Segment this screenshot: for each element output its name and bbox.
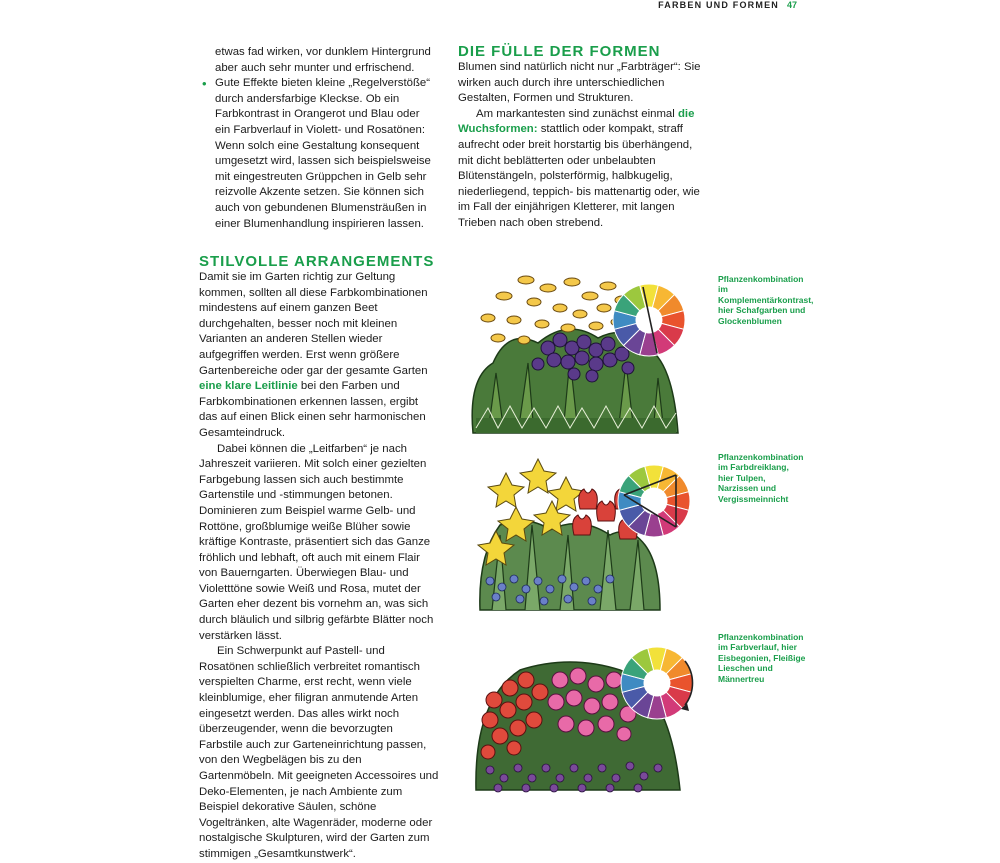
heading-formen: DIE FÜLLE DER FORMEN <box>458 43 661 60</box>
right-column-top <box>458 43 702 232</box>
caption-3: Pflanzenkombination im Farbverlauf, hier Eisbegonien, Fleißige Lieschen und Männertreu <box>718 632 806 684</box>
color-wheel-triad <box>618 465 690 537</box>
paragraph: Dabei können die „Leitfarben“ je nach Jahreszeit variieren. Mit solch einer gezielten Farbgebung lassen sich auch bestimmte Gartenstile und -stimmungen betonen. Dominieren zum Beispiel warme Gelb- und Rottöne, großblumige weiße Blüher sowie kräftige Kontraste, präsentiert sich das Ganze fröhlich und lebhaft, oft auch mit einem Flair von Bauerngarten. Überwiegen Blau- und Violetttöne sowie Weiß und Rosa, mutet der Garten eher dezent bis vornehm an, was sich durch bläulich und silbrig gefärbte Blätter noch verstärken lässt. <box>199 442 434 642</box>
page-number: 47 <box>786 0 797 10</box>
bullet-text: durch andersfarbige Kleckse. Ob ein Farbkontrast in Orangerot und Blau oder ein Farbverlauf in Violett- und Rosatönen: Wenn solch eine Gestaltung konsequent umgesetzt wird, lassen sich beispielsweise mit eingestreuten Grüppchen in Gelb sehr reizvolle Akzente setzen. Sie können sich auch von gebundenen Blumensträußen in einer Blumenhandlung inspirieren lassen. <box>215 92 431 230</box>
paragraph-text: Am markantesten sind zunächst einmal <box>476 107 675 120</box>
paragraph-text: bei den Farben und Farbkombinationen erkennen lassen, ergibt das auf einen Blick einen sehr harmonischen Gesamteindruck. <box>199 380 426 439</box>
paragraph <box>458 107 702 232</box>
bullet-text-start: Gute Effekte bieten kleine „Regelverstöße“ <box>215 77 431 90</box>
paragraph: Ein Schwerpunkt auf Pastell- und Rosatönen schließlich verbreitet romantisch verspielten Charme, erst recht, wenn viele kleinblumige, eher filigran anmutende Arten eingesetzt werden. Das alles wirkt noch überzeugender, wenn die bevorzugten Farbstile auch zur Garteneinrichtung passen, von den Wegbelägen bis zu den Gartenmöbeln. Mit geeigneten Accessoires und Deko-Elementen, je nach Ambiente zum Beispiel dekorative Säulen, schöne Vogeltränken, alte Wagenräder, moderne oder nostalgische Skulpturen, wird der Garten zum stimmigen „Gesamtkunstwerk“. <box>199 645 439 860</box>
heading-arrangements: STILVOLLE ARRANGEMENTS <box>199 253 435 270</box>
highlight-text: die Wuchsformen: <box>458 107 695 136</box>
bullet-dot-icon: • <box>202 76 207 92</box>
paragraph-text: Damit sie im Garten richtig zur Geltung kommen, sollten all diese Farbkombinationen mindestens auf einem ganzen Beet durchgehalten, besser noch mit kleinen Varianten an anderen Stellen wieder aufgegriffen werden. Erst wenn größere Gartenbereiche oder gar der gesamte Garten <box>199 271 428 377</box>
left-column-top <box>199 45 436 232</box>
highlight-text: eine klare Leitlinie <box>199 380 298 393</box>
color-wheel-complementary <box>613 284 685 356</box>
color-wheel-gradient <box>621 647 693 719</box>
left-column-bottom <box>199 253 439 863</box>
illustration-tulip-daffodil <box>470 455 710 615</box>
paragraph: Blumen sind natürlich nicht nur „Farbträger“: Sie wirken auch durch ihre unterschiedlichen Gestalten, Formen und Strukturen. <box>458 61 701 105</box>
paragraph <box>199 270 439 442</box>
wheel-center <box>636 307 662 333</box>
caption-2: Pflanzenkombination im Farbdreiklang, hier Tulpen, Narzissen und Vergissmeinnicht <box>718 452 804 504</box>
caption-1: Pflanzenkombination im Komplementärkontrast, hier Schafgarben und Glockenblumen <box>718 274 814 326</box>
illustration-begonia-impatiens <box>470 640 710 798</box>
bullet-item <box>199 76 436 232</box>
wheel-center <box>644 670 670 696</box>
section-title: FARBEN UND FORMEN <box>658 0 779 10</box>
running-header <box>658 0 797 10</box>
paragraph: etwas fad wirken, vor dunklem Hintergrund aber auch sehr munter und erfrischend. <box>215 46 431 74</box>
paragraph-text: stattlich oder kompakt, straff aufrecht oder breit horstartig bis überhängend, mit dicht beblätterten oder unbelaubten Blütenstängeln, polsterförmig, halbkugelig, niederliegend, teppich- bis mattenartig oder, wie im Fall der einjährigen Kletterer, mit langen Trieben nach oben strebend. <box>458 123 700 229</box>
wheel-center <box>641 488 667 514</box>
illustration-yarrow-bellflower <box>468 268 708 436</box>
